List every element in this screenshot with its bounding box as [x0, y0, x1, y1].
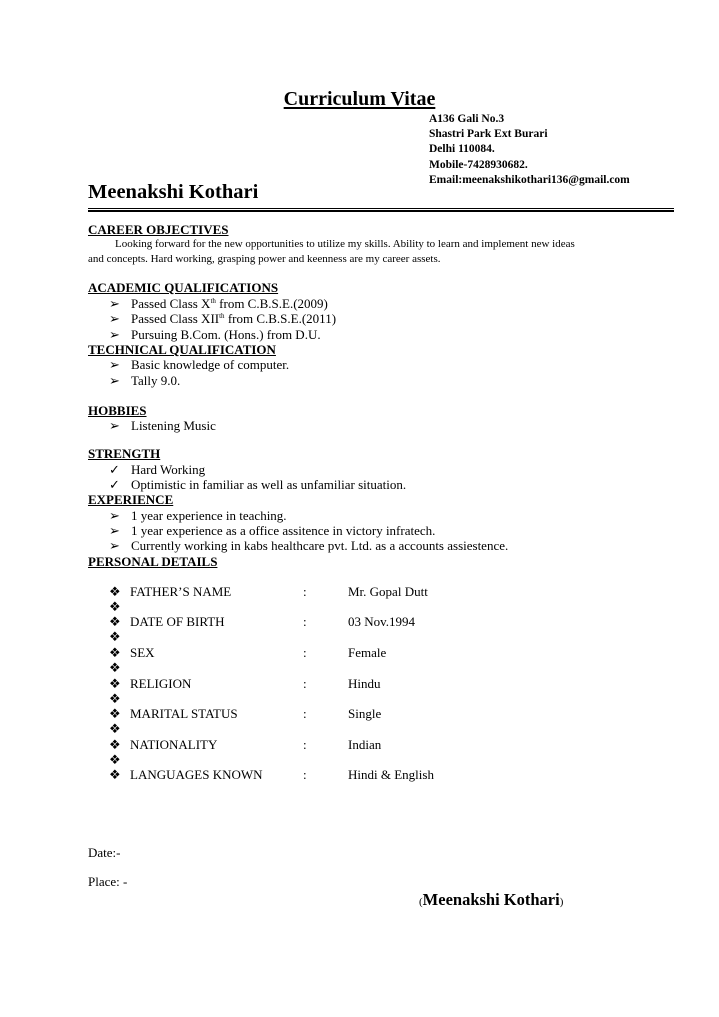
arrow-bullet-icon: ➢: [109, 311, 120, 326]
email-line: Email:meenakshikothari136@gmail.com: [429, 173, 630, 186]
address-line: A136 Gali No.3: [429, 113, 505, 125]
career-objectives-heading: CAREER OBJECTIVES: [88, 222, 229, 237]
list-item: ➢ 1 year experience as a office assitence in victory infratech.: [109, 523, 436, 538]
detail-row-nationality: [109, 737, 382, 753]
hobbies-heading: HOBBIES: [88, 403, 147, 418]
detail-colon: :: [303, 645, 307, 660]
signature-name: [419, 890, 563, 910]
detail-label: LANGUAGES KNOWN: [130, 767, 263, 782]
list-item: ➢ Pursuing B.Com. (Hons.) from D.U.: [109, 327, 321, 342]
detail-label: MARITAL STATUS: [130, 706, 238, 721]
detail-colon: :: [303, 706, 307, 721]
divider: [88, 208, 674, 209]
list-item: ➢ Listening Music: [109, 418, 216, 433]
list-item: ➢ 1 year experience in teaching.: [109, 508, 287, 523]
address-line: Shastri Park Ext Burari: [429, 128, 548, 141]
diamond-bullet-icon: ❖: [109, 599, 121, 614]
diamond-bullet-icon: ❖: [109, 691, 121, 706]
empty-bullet-row: [109, 721, 121, 737]
detail-label: RELIGION: [130, 676, 192, 691]
diamond-bullet-icon: ❖: [109, 676, 121, 691]
address-line: Delhi 110084.: [429, 143, 495, 156]
checkmark-bullet-icon: ✓: [109, 477, 120, 492]
close-paren: ): [559, 896, 564, 908]
arrow-bullet-icon: ➢: [109, 357, 120, 372]
detail-row-date-of-birth: [109, 614, 416, 630]
diamond-bullet-icon: ❖: [109, 737, 121, 752]
detail-label: NATIONALITY: [130, 737, 218, 752]
candidate-name: Meenakshi Kothari: [88, 181, 259, 203]
detail-value: Single: [348, 706, 382, 721]
detail-row-fathers-name: [109, 584, 428, 600]
empty-bullet-row: [109, 629, 121, 645]
detail-row-religion: [109, 676, 381, 692]
diamond-bullet-icon: ❖: [109, 645, 121, 660]
diamond-bullet-icon: ❖: [109, 721, 121, 736]
experience-heading: EXPERIENCE: [88, 492, 174, 507]
detail-value: Hindi & English: [348, 767, 434, 782]
document-title: Curriculum Vitae: [283, 88, 436, 110]
list-item: ➢ Passed Class XIIth from C.B.S.E.(2011): [109, 311, 337, 326]
divider: [88, 210, 674, 212]
arrow-bullet-icon: ➢: [109, 327, 120, 342]
arrow-bullet-icon: ➢: [109, 523, 120, 538]
personal-details-heading: PERSONAL DETAILS: [88, 554, 218, 569]
diamond-bullet-icon: ❖: [109, 752, 121, 767]
signature-text: Meenakshi Kothari: [422, 890, 560, 909]
detail-row-marital-status: [109, 706, 382, 722]
empty-bullet-row: [109, 752, 121, 768]
detail-colon: :: [303, 737, 307, 752]
date-label: Date:-: [88, 845, 121, 860]
arrow-bullet-icon: ➢: [109, 296, 120, 311]
address-block: [429, 112, 630, 188]
detail-colon: :: [303, 767, 307, 782]
list-item: ➢ Tally 9.0.: [109, 373, 181, 388]
empty-bullet-row: [109, 599, 121, 615]
career-objective-text: Looking forward for the new opportunities to utilize my skills. Ability to learn and implement new ideas: [115, 238, 575, 250]
detail-value: 03 Nov.1994: [348, 614, 416, 629]
strength-heading: STRENGTH: [88, 446, 161, 461]
empty-bullet-row: [109, 691, 121, 707]
detail-row-sex: [109, 645, 387, 661]
detail-label: SEX: [130, 645, 155, 660]
checkmark-bullet-icon: ✓: [109, 462, 120, 477]
empty-bullet-row: [109, 660, 121, 676]
career-objective-text: and concepts. Hard working, grasping power and keenness are my career assets.: [88, 253, 441, 265]
diamond-bullet-icon: ❖: [109, 706, 121, 721]
detail-label: FATHER’S NAME: [130, 584, 232, 599]
detail-value: Hindu: [348, 676, 381, 691]
arrow-bullet-icon: ➢: [109, 373, 120, 388]
detail-value: Mr. Gopal Dutt: [348, 584, 428, 599]
arrow-bullet-icon: ➢: [109, 418, 120, 433]
list-item: ✓ Optimistic in familiar as well as unfamiliar situation.: [109, 477, 407, 492]
list-item: ➢ Passed Class Xth from C.B.S.E.(2009): [109, 296, 328, 311]
arrow-bullet-icon: ➢: [109, 508, 120, 523]
technical-qualification-heading: TECHNICAL QUALIFICATION: [88, 342, 276, 357]
detail-row-languages-known: [109, 767, 434, 783]
mobile-line: Mobile-7428930682.: [429, 158, 528, 171]
open-paren: (: [419, 896, 423, 908]
arrow-bullet-icon: ➢: [109, 538, 120, 553]
detail-colon: :: [303, 676, 307, 691]
detail-label: DATE OF BIRTH: [130, 614, 225, 629]
detail-value: Female: [348, 645, 387, 660]
detail-colon: :: [303, 584, 307, 599]
academic-qualifications-heading: ACADEMIC QUALIFICATIONS: [88, 280, 279, 295]
diamond-bullet-icon: ❖: [109, 660, 121, 675]
list-item: ➢ Basic knowledge of computer.: [109, 357, 290, 372]
detail-colon: :: [303, 614, 307, 629]
diamond-bullet-icon: ❖: [109, 584, 121, 599]
list-item: ✓ Hard Working: [109, 462, 206, 477]
place-label: Place: -: [88, 874, 128, 889]
diamond-bullet-icon: ❖: [109, 767, 121, 782]
detail-value: Indian: [348, 737, 382, 752]
diamond-bullet-icon: ❖: [109, 629, 121, 644]
diamond-bullet-icon: ❖: [109, 614, 121, 629]
list-item: ➢ Currently working in kabs healthcare pvt. Ltd. as a accounts assiestence.: [109, 538, 509, 553]
